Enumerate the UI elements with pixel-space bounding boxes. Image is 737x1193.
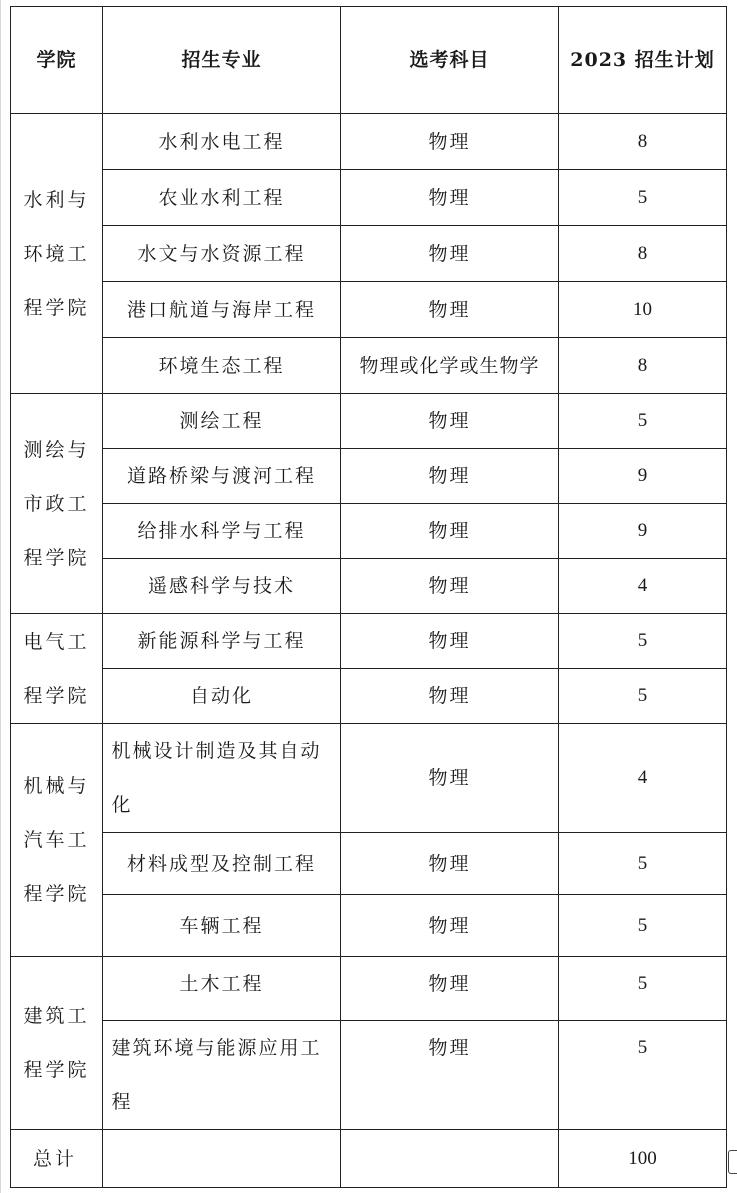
plan-cell: 4 [559, 559, 727, 614]
table-row [11, 449, 727, 504]
header-subject: 选考科目 [341, 7, 559, 114]
table-row [11, 282, 727, 338]
plan-cell: 5 [559, 170, 727, 226]
major-cell: 土木工程 [103, 957, 341, 1021]
table-row [11, 226, 727, 282]
plan-cell: 10 [559, 282, 727, 338]
table-header-row [11, 7, 727, 114]
total-subject-empty [341, 1130, 559, 1188]
plan-cell: 8 [559, 338, 727, 394]
subject-cell: 物理 [341, 1021, 559, 1130]
major-cell: 车辆工程 [103, 895, 341, 957]
plan-cell: 5 [559, 669, 727, 724]
plan-cell: 9 [559, 504, 727, 559]
college-cell: 水利与环境工程学院 [11, 114, 103, 394]
subject-cell: 物理 [341, 282, 559, 338]
plan-cell: 4 [559, 724, 727, 833]
plan-cell: 5 [559, 957, 727, 1021]
major-cell: 自动化 [103, 669, 341, 724]
subject-cell: 物理 [341, 957, 559, 1021]
total-label: 总计 [11, 1130, 103, 1188]
plan-cell: 9 [559, 449, 727, 504]
total-plan: 100 [559, 1130, 727, 1188]
table-row [11, 957, 727, 1021]
subject-cell: 物理 [341, 449, 559, 504]
table-row [11, 895, 727, 957]
plan-cell: 5 [559, 895, 727, 957]
subject-cell: 物理 [341, 895, 559, 957]
page-edge [0, 0, 1, 1193]
major-cell: 水利水电工程 [103, 114, 341, 170]
subject-cell: 物理 [341, 170, 559, 226]
plan-cell: 5 [559, 1021, 727, 1130]
subject-cell: 物理或化学或生物学 [341, 338, 559, 394]
table-row [11, 1021, 727, 1130]
plan-cell: 8 [559, 114, 727, 170]
table-row [11, 559, 727, 614]
table-row [11, 614, 727, 669]
table-row [11, 114, 727, 170]
subject-cell: 物理 [341, 614, 559, 669]
major-cell: 给排水科学与工程 [103, 504, 341, 559]
college-cell: 电气工程学院 [11, 614, 103, 724]
major-cell: 港口航道与海岸工程 [103, 282, 341, 338]
subject-cell: 物理 [341, 394, 559, 449]
plan-cell: 8 [559, 226, 727, 282]
college-cell: 机械与汽车工程学院 [11, 724, 103, 957]
subject-cell: 物理 [341, 833, 559, 895]
major-cell: 道路桥梁与渡河工程 [103, 449, 341, 504]
header-college: 学院 [11, 7, 103, 114]
subject-cell: 物理 [341, 226, 559, 282]
major-cell: 遥感科学与技术 [103, 559, 341, 614]
header-plan: 2023 招生计划 [559, 7, 727, 114]
table-row [11, 170, 727, 226]
college-cell: 建筑工程学院 [11, 957, 103, 1130]
plan-cell: 5 [559, 614, 727, 669]
subject-cell: 物理 [341, 114, 559, 170]
enrollment-plan-table [10, 6, 727, 1188]
major-cell: 水文与水资源工程 [103, 226, 341, 282]
table-row [11, 669, 727, 724]
total-row [11, 1130, 727, 1188]
subject-cell: 物理 [341, 559, 559, 614]
plan-cell: 5 [559, 833, 727, 895]
table-row [11, 338, 727, 394]
table-row [11, 833, 727, 895]
table-row [11, 504, 727, 559]
major-cell: 新能源科学与工程 [103, 614, 341, 669]
total-major-empty [103, 1130, 341, 1188]
cell-marker-icon [728, 1150, 737, 1174]
major-cell: 建筑环境与能源应用工程 [103, 1021, 341, 1130]
major-cell: 测绘工程 [103, 394, 341, 449]
subject-cell: 物理 [341, 724, 559, 833]
college-cell: 测绘与市政工程学院 [11, 394, 103, 614]
table-row [11, 724, 727, 833]
header-major: 招生专业 [103, 7, 341, 114]
major-cell: 机械设计制造及其自动化 [103, 724, 341, 833]
major-cell: 农业水利工程 [103, 170, 341, 226]
major-cell: 环境生态工程 [103, 338, 341, 394]
subject-cell: 物理 [341, 669, 559, 724]
plan-cell: 5 [559, 394, 727, 449]
major-cell: 材料成型及控制工程 [103, 833, 341, 895]
table-row [11, 394, 727, 449]
subject-cell: 物理 [341, 504, 559, 559]
